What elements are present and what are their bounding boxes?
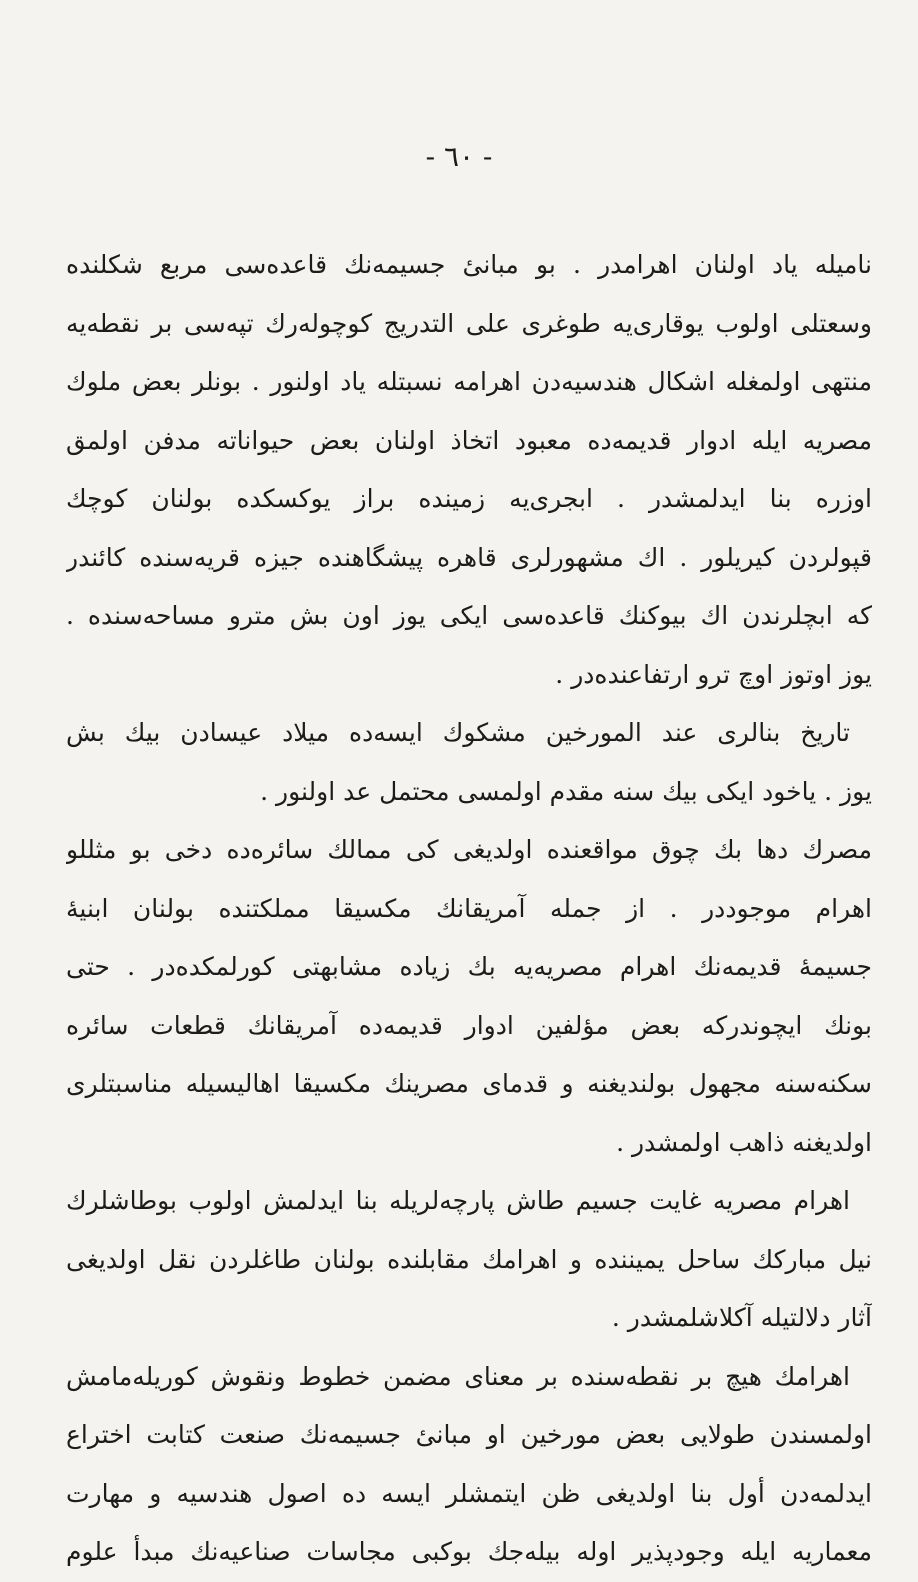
text-line: اهرام مصريه غايت جسيم طاش پارچه‌لريله بنا ايدلمش اولوب بوطاشلرك — [66, 1186, 850, 1215]
text-line: تاريخ بنالری عند المورخين مشكوك ايسه‌ده ميلاد عيسادن بيك بش — [66, 718, 850, 747]
text-line: نيل مباركك ساحل يميننده و اهرامك مقابلنده بولنان طاغلردن نقل اولديغی — [66, 1244, 872, 1274]
text-line: قپولردن كيريلور . اك مشهورلری قاهره پيشگاهنده جيزه قريه‌سنده كائندر — [66, 542, 872, 572]
page-number: - ٦٠ - — [425, 140, 493, 173]
text-line: اولديغنه ذاهب اولمشدر . — [616, 1127, 872, 1157]
text-line: معماريه ايله وجودپذير اوله بيله‌جك بوكبی مجاسات صناعيه‌نك مبدأ علوم — [66, 1537, 872, 1566]
text-line: ايدلمه‌دن أول بنا اولديغی ظن ايتمشلر ايسه ده اصول هندسيه و مهارت — [66, 1478, 872, 1508]
body-text — [66, 236, 872, 1582]
text-line: آثار دلالتيله آكلاشلمشدر . — [611, 1303, 872, 1332]
text-line: اولمسندن طولايی بعض مورخين او مبانیٔ جسيمه‌نك صنعت كتابت اختراع — [66, 1420, 872, 1449]
text-line: يوز . ياخود ايكی بيك سنه مقدم اولمسی محتمل عد اولنور . — [260, 776, 872, 806]
text-line: كه ابچلرندن اك بيوكنك قاعده‌سی ايكی يوز اون بش مترو مساحه‌سنده . — [66, 601, 872, 630]
text-line: جسيمهٔ قديمه‌نك اهرام مصريه‌يه بك زياده مشابهتی كورلمكده‌در . حتی — [66, 952, 872, 981]
text-line: ناميله ياد اولنان اهرامدر . بو مبانیٔ جسيمه‌نك قاعده‌سی مربع شكلنده — [66, 250, 872, 279]
text-line: مصريه ايله ادوار قديمه‌ده معبود اتخاذ اولنان بعض حيواناته مدفن اولمق — [66, 425, 872, 455]
text-line: اوزره بنا ايدلمشدر . ابجری‌يه زمينده براز يوكسكده بولنان كوچك — [66, 484, 872, 513]
text-line: منتهی اولمغله اشكال هندسيه‌دن اهرامه نسبتله ياد اولنور . بونلر بعض ملوك — [66, 367, 872, 396]
text-line: اهرامك هيچ بر نقطه‌سنده بر معنای مضمن خطوط ونقوش كوريله‌مامش — [66, 1361, 850, 1391]
text-line: مصرك دها بك چوق مواقعنده اولديغی كی ممالك سائره‌ده دخی بو مثللو — [66, 835, 872, 864]
text-line: وسعتلی اولوب يوقاری‌يه طوغری علی التدريج كوچوله‌رك تپه‌سی بر نقطه‌يه — [66, 308, 872, 338]
text-line: يوز اوتوز اوچ ترو ارتفاعنده‌در . — [555, 659, 872, 689]
text-line: اهرام موجوددر . از جمله آمريقانك مكسيقا مملكتنده بولنان ابنيهٔ — [66, 893, 872, 923]
text-line: سكنه‌سنه مجهول بولنديغنه و قدمای مصرينك مكسيقا اهاليسيله مناسبتلری — [66, 1069, 872, 1098]
text-line: بونك ايچوندركه بعض مؤلفين ادوار قديمه‌ده آمريقانك قطعات سائره — [66, 1010, 872, 1040]
